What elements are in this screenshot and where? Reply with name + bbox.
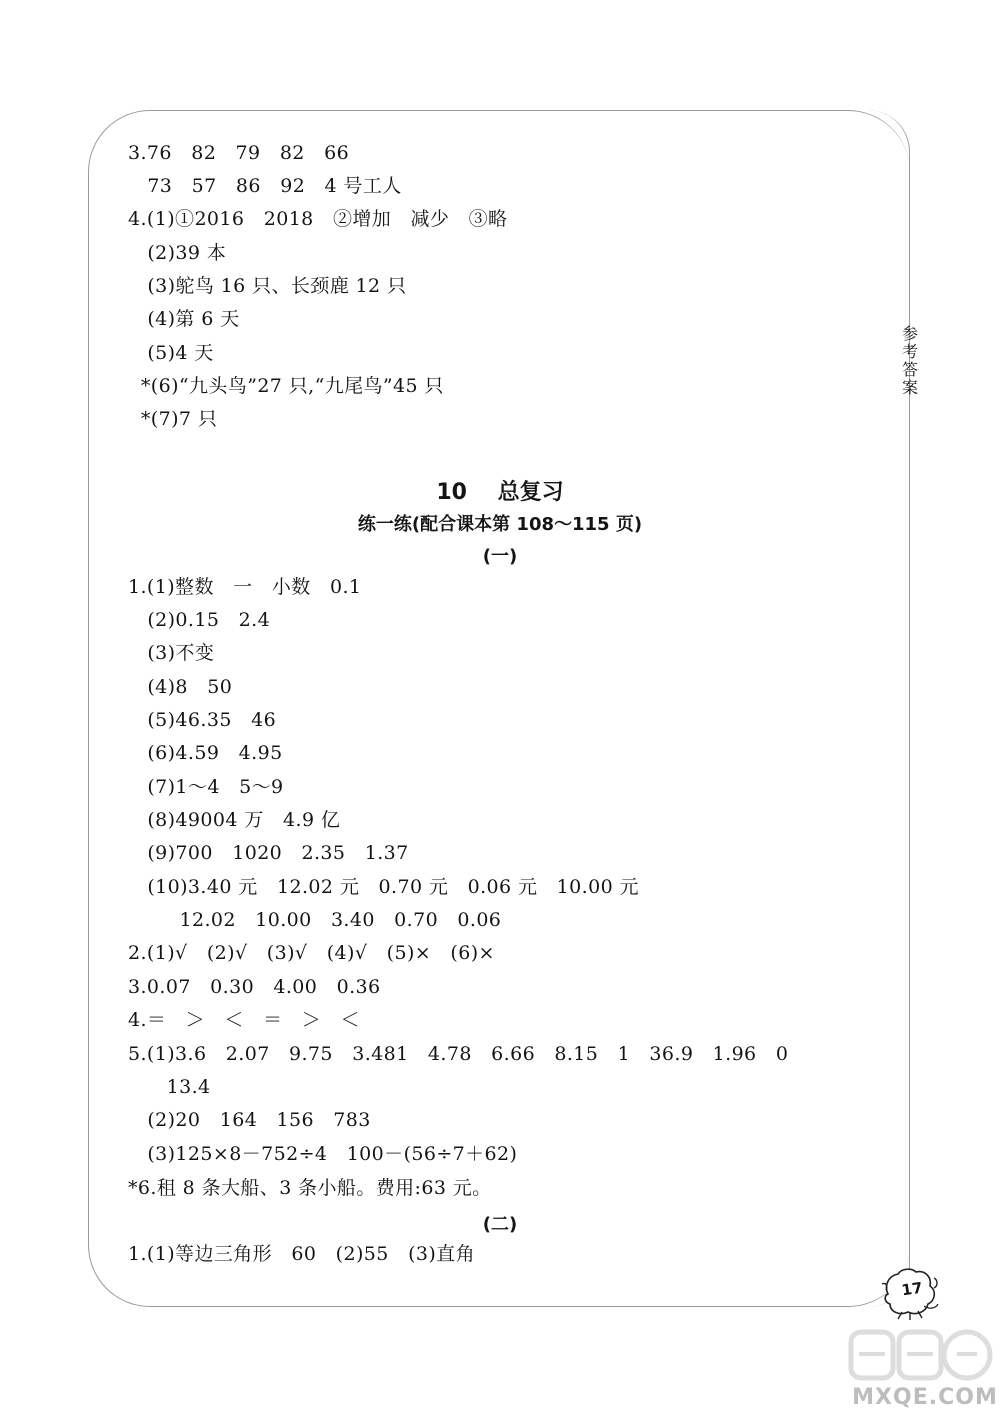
answer-line: (3)鸵鸟 16 只、长颈鹿 12 只 bbox=[128, 275, 407, 297]
answer-line: 13.4 bbox=[128, 1076, 211, 1098]
answer-line: (3)不变 bbox=[128, 642, 215, 664]
answer-line: (5)4 天 bbox=[128, 342, 214, 364]
answer-line: (9)700 1020 2.35 1.37 bbox=[128, 842, 409, 864]
answer-line: 3.76 82 79 82 66 bbox=[128, 142, 350, 164]
chapter-title: 10 总复习 bbox=[436, 480, 564, 505]
answer-line: *6.租 8 条大船、3 条小船。费用:63 元。 bbox=[128, 1177, 492, 1199]
answer-line: (5)46.35 46 bbox=[128, 709, 277, 731]
answer-line: (2)20 164 156 783 bbox=[128, 1109, 371, 1131]
part-label: (二) bbox=[482, 1214, 518, 1235]
answer-line: 12.02 10.00 3.40 0.70 0.06 bbox=[128, 909, 502, 931]
answer-line: (2)39 本 bbox=[128, 242, 227, 264]
answer-line: 3.0.07 0.30 4.00 0.36 bbox=[128, 976, 381, 998]
answer-line: 73 57 86 92 4 号工人 bbox=[128, 175, 402, 197]
answer-line: 4.＝ ＞ ＜ ＝ ＞ ＜ bbox=[128, 1009, 360, 1031]
page-border-right bbox=[868, 110, 910, 1307]
answer-line: (10)3.40 元 12.02 元 0.70 元 0.06 元 10.00 元 bbox=[128, 876, 639, 898]
answer-line: *(6)“九头鸟”27 只,“九尾鸟”45 只 bbox=[128, 375, 444, 397]
watermark-text: MXQE.COM bbox=[852, 1385, 998, 1410]
answer-line: (4)8 50 bbox=[128, 676, 233, 698]
answer-line: 1.(1)整数 一 小数 0.1 bbox=[128, 576, 362, 598]
answer-line: (7)1～4 5～9 bbox=[128, 776, 284, 798]
answer-line: (3)125×8－752÷4 100－(56÷7＋62) bbox=[128, 1143, 518, 1165]
answer-line: (6)4.59 4.95 bbox=[128, 742, 283, 764]
answer-line: *(7)7 只 bbox=[128, 408, 218, 430]
answer-line: (8)49004 万 4.9 亿 bbox=[128, 809, 341, 831]
part-label: (一) bbox=[482, 546, 518, 567]
section-title: 练一练(配合课本第 108～115 页) bbox=[357, 514, 643, 535]
answer-line: 1.(1)等边三角形 60 (2)55 (3)直角 bbox=[128, 1243, 475, 1265]
answer-line: (2)0.15 2.4 bbox=[128, 609, 271, 631]
answer-line: 5.(1)3.6 2.07 9.75 3.481 4.78 6.66 8.15 1 36.9 1.96 0 bbox=[128, 1043, 789, 1065]
side-label: 参考答案 bbox=[901, 324, 918, 397]
answer-line: 4.(1)①2016 2018 ②增加 减少 ③略 bbox=[128, 208, 508, 230]
answer-line: 2.(1)√ (2)√ (3)√ (4)√ (5)× (6)× bbox=[128, 942, 495, 964]
page-number: 17 bbox=[900, 1278, 924, 1300]
answer-line: (4)第 6 天 bbox=[128, 308, 240, 330]
